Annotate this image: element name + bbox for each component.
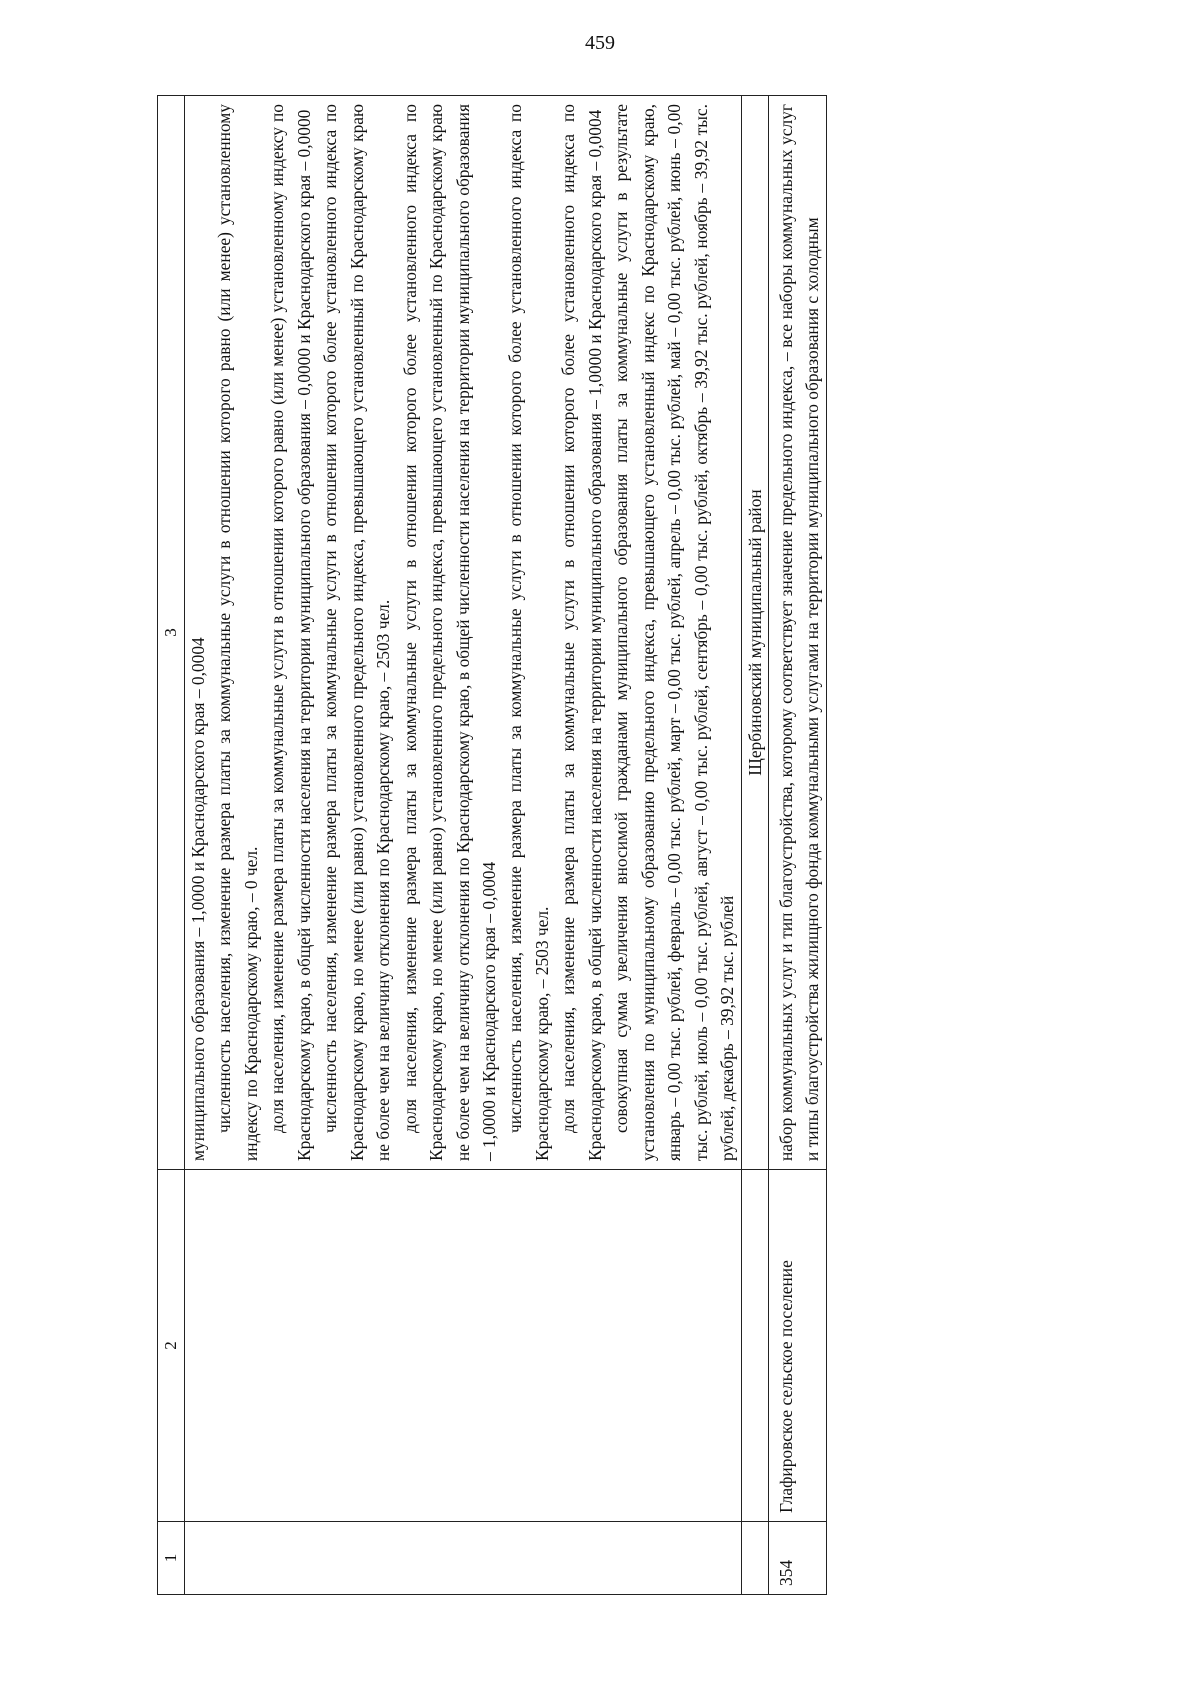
cell-number-empty (185, 1522, 742, 1595)
data-table (157, 95, 827, 1595)
table-row-354 (768, 96, 826, 1595)
paragraph: совокупная сумма увеличения вносимой гражданами муниципального образования платы за коммунальные услуги в результате установления по муниципальному образованию предельного индекса, превышающего установленный индекс по Краснодарскому краю, январь – 0,00 тыс. рублей, февраль – 0,00 тыс. рублей, март – 0,00 тыс. рублей, апрель – 0,00 тыс. рублей, май – 0,00 тыс. рублей, июнь – 0,00 тыс. рублей, июль – 0,00 тыс. рублей, август – 0,00 тыс. рублей, сентябрь – 0,00 тыс. рублей, октябрь – 39,92 тыс. рублей, ноябрь – 39,92 тыс. рублей, декабрь – 39,92 тыс. рублей (611, 104, 738, 1161)
row-number: 354 (768, 1522, 826, 1595)
section-row (741, 96, 768, 1595)
paragraph: численность населения, изменение размера платы за коммунальные услуги в отношении которого более установленного индекса по Краснодарскому краю, но менее (или равно) установленного предельного индекса, превышающего установленный по Краснодарскому краю не более чем на величину отклонения по Краснодарскому краю, – 2503 чел. (320, 104, 394, 1161)
paragraph: муниципального образования – 1,0000 и Краснодарского края – 0,0004 (188, 637, 208, 1161)
header-col-3: 3 (158, 96, 185, 1170)
cell-name-empty (185, 1170, 742, 1522)
table-row-continuation (185, 96, 742, 1595)
section-cell-empty (741, 1522, 768, 1595)
header-col-2: 2 (158, 1170, 185, 1522)
cell-continuation-text (185, 96, 742, 1170)
paragraph: набор коммунальных услуг и тип благоустройства, которому соответствует значение предельного индекса, – все наборы коммунальных услуг и типы благоустройства жилищного фонда коммунальными услугами на территории муниципального образования с холодным (775, 104, 823, 1161)
municipality-name: Глафировское сельское поселение (768, 1170, 826, 1522)
paragraph: доля населения, изменение размера платы за коммунальные услуги в отношении которого более установленного индекса по Краснодарскому краю, в общей численности населения на территории муниципального образования – 1,0000 и Краснодарского края – 0,0004 (558, 104, 605, 1161)
header-col-1: 1 (158, 1522, 185, 1595)
section-title: Щербиновский муниципальный район (741, 96, 768, 1170)
row-354-text (768, 96, 826, 1170)
paragraph: численность населения, изменение размера платы за коммунальные услуги в отношении которого более установленного индекса по Краснодарскому краю, – 2503 чел. (505, 104, 552, 1161)
paragraph: доля населения, изменение размера платы за коммунальные услуги в отношении которого более установленного индекса по Краснодарскому краю, но менее (или равно) установленного предельного индекса, превышающего установленный по Краснодарскому краю не более чем на величину отклонения по Краснодарскому краю, в общей численности населения на территории муниципального образования – 1,0000 и Краснодарского края – 0,0004 (399, 104, 499, 1161)
paragraph: доля населения, изменение размера платы за коммунальные услуги в отношении которого равно (или менее) установленному индексу по Краснодарскому краю, в общей численности населения на территории муниципального образования – 0,0000 и Краснодарского края – 0,0000 (267, 104, 314, 1161)
page-number: 459 (585, 32, 615, 54)
section-cell-empty (741, 1170, 768, 1522)
table-header-row (158, 96, 185, 1595)
rotated-table-container (157, 95, 1097, 1595)
paragraph: численность населения, изменение размера платы за коммунальные услуги в отношении которого равно (или менее) установленному индексу по Краснодарскому краю, – 0 чел. (214, 104, 261, 1161)
